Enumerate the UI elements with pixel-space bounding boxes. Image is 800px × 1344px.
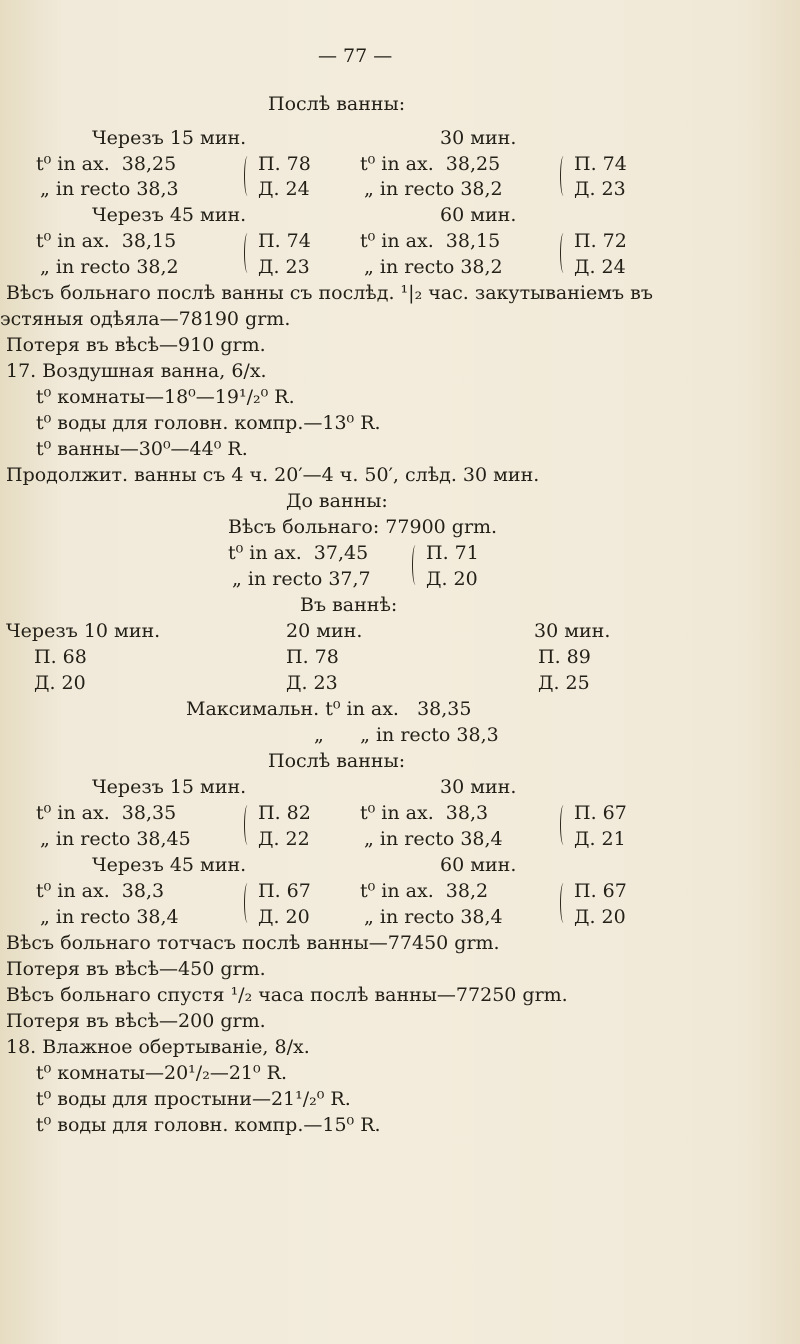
pulse: П. 74 [574,153,627,175]
weight-after-bath: Вѣсъ больнаго тотчасъ послѣ ванны—77450 grm. [6,932,500,954]
resp-20: Д. 23 [286,672,338,694]
pulse: П. 67 [574,880,627,902]
brace [244,233,251,273]
col-15-min: Черезъ 15 мин. [92,776,247,798]
temp-recto: „ in recto 38,4 [364,828,503,850]
respiration: Д. 24 [574,256,626,278]
temp-recto: „ in recto 38,3 [40,178,179,200]
resp-10: Д. 20 [34,672,86,694]
temp-axilla: t⁰ in ах. 38,25 [36,153,177,175]
temp-axilla: t⁰ in ах. 38,35 [36,802,177,824]
brace [244,156,251,196]
pulse: П. 72 [574,230,627,252]
before-bath-heading: До ванны: [286,490,388,512]
pulse-20: П. 78 [286,646,339,668]
head-compress-water-temp: t⁰ воды для головн. компр.—13⁰ R. [36,412,381,434]
col-60-min: 60 мин. [440,854,517,876]
col-45-min: Черезъ 45 мин. [92,204,247,226]
page-number: — 77 — [318,45,393,67]
pulse: П. 82 [258,802,311,824]
temp-axilla: t⁰ in ах. 38,3 [360,802,489,824]
col-30-min: 30 мин. [534,620,611,642]
temp-axilla: t⁰ in ах. 38,15 [360,230,501,252]
temp-axilla: t⁰ in ах. 38,2 [360,880,489,902]
weight-after-bath: Вѣсъ больнаго послѣ ванны съ послѣд. ¹|₂ час. закутываніемъ въ [6,282,653,304]
pulse: П. 67 [258,880,311,902]
after-bath-heading: Послѣ ванны: [268,93,406,115]
pulse-30: П. 89 [538,646,591,668]
temp-axilla: t⁰ in ах. 37,45 [228,542,369,564]
temp-axilla: t⁰ in ах. 38,15 [36,230,177,252]
max-temp-recto: „ „ in recto 38,3 [314,724,499,746]
resp-30: Д. 25 [538,672,590,694]
brace [560,233,567,273]
col-20-min: 20 мин. [286,620,363,642]
brace [560,883,567,923]
pulse: П. 78 [258,153,311,175]
weight-loss: Потеря въ вѣсѣ—200 grm. [6,1010,266,1032]
brace [244,883,251,923]
col-10-min: Черезъ 10 мин. [6,620,161,642]
pulse: П. 71 [426,542,479,564]
section-17-title: 17. Воздушная ванна, 6/х. [6,360,267,382]
temp-recto: „ in recto 37,7 [232,568,371,590]
pulse: П. 74 [258,230,311,252]
weight-after-bath-cont: эстяныя одѣяла—78190 grm. [0,308,291,330]
section-18-title: 18. Влажное обертываніе, 8/х. [6,1036,310,1058]
respiration: Д. 24 [258,178,310,200]
pulse-10: П. 68 [34,646,87,668]
weight-loss: Потеря въ вѣсѣ—910 grm. [6,334,266,356]
brace [560,156,567,196]
respiration: Д. 21 [574,828,626,850]
temp-axilla: t⁰ in ах. 38,3 [36,880,165,902]
pulse: П. 67 [574,802,627,824]
weight-before: Вѣсъ больнаго: 77900 grm. [228,516,498,538]
sheet-water-temp: t⁰ воды для простыни—21¹/₂⁰ R. [36,1088,351,1110]
temp-recto: „ in recto 38,45 [40,828,191,850]
col-30-min: 30 мин. [440,776,517,798]
temp-recto: „ in recto 38,2 [364,256,503,278]
weight-loss: Потеря въ вѣсѣ—450 grm. [6,958,266,980]
respiration: Д. 20 [426,568,478,590]
bath-temperature: t⁰ ванны—30⁰—44⁰ R. [36,438,248,460]
respiration: Д. 23 [258,256,310,278]
room-temperature: t⁰ комнаты—20¹/₂—21⁰ R. [36,1062,287,1084]
temp-recto: „ in recto 38,4 [364,906,503,928]
temp-axilla: t⁰ in ах. 38,25 [360,153,501,175]
max-temp-axilla: Максимальн. t⁰ in ах. 38,35 [186,698,472,720]
temp-recto: „ in recto 38,2 [364,178,503,200]
respiration: Д. 22 [258,828,310,850]
brace [412,545,419,585]
bath-duration: Продолжит. ванны съ 4 ч. 20′—4 ч. 50′, слѣд. 30 мин. [6,464,540,486]
room-temperature: t⁰ комнаты—18⁰—19¹/₂⁰ R. [36,386,295,408]
weight-half-hour: Вѣсъ больнаго спустя ¹/₂ часа послѣ ванны—77250 grm. [6,984,568,1006]
in-bath-heading: Въ ваннѣ: [300,594,398,616]
col-45-min: Черезъ 45 мин. [92,854,247,876]
col-60-min: 60 мин. [440,204,517,226]
brace [244,805,251,845]
col-15-min: Черезъ 15 мин. [92,127,247,149]
after-bath-heading: Послѣ ванны: [268,750,406,772]
col-30-min: 30 мин. [440,127,517,149]
brace [560,805,567,845]
temp-recto: „ in recto 38,2 [40,256,179,278]
respiration: Д. 20 [258,906,310,928]
head-compress-water-temp: t⁰ воды для головн. компр.—15⁰ R. [36,1114,381,1136]
respiration: Д. 23 [574,178,626,200]
respiration: Д. 20 [574,906,626,928]
temp-recto: „ in recto 38,4 [40,906,179,928]
